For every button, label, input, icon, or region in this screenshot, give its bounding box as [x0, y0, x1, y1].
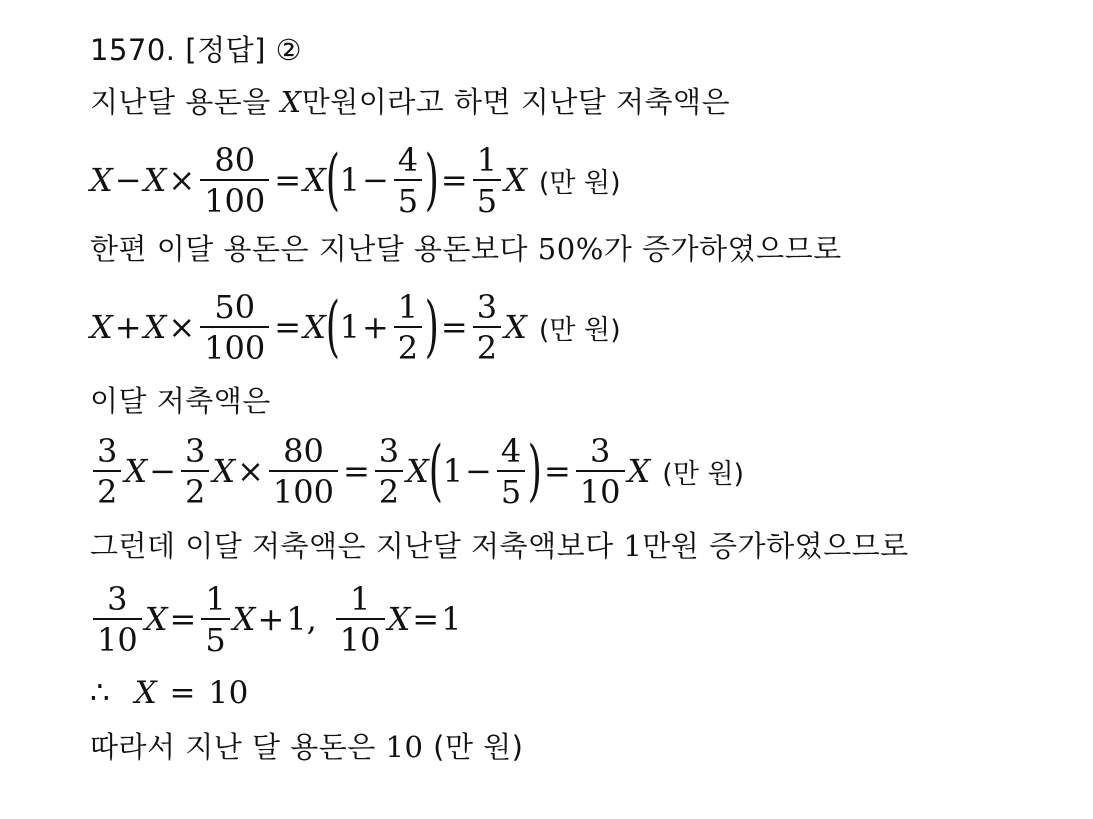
- text-line-2: [90, 232, 842, 266]
- variable-x: X: [303, 308, 326, 346]
- fraction: [375, 431, 403, 511]
- variable-x: X: [212, 452, 236, 490]
- left-paren: (: [325, 141, 340, 218]
- variable-x: X: [504, 161, 527, 199]
- numerator: 3: [589, 431, 611, 470]
- equals-sign: =: [274, 161, 302, 199]
- denominator: 5: [394, 179, 422, 217]
- denominator: 2: [473, 326, 501, 364]
- fraction: [473, 140, 501, 220]
- minus-sign: −: [114, 161, 142, 199]
- text-segment: 만원이라고 하면 지난달 저축액은: [301, 85, 731, 119]
- fraction: [181, 431, 209, 511]
- equation-1: [90, 140, 621, 220]
- equals-sign: =: [274, 308, 302, 346]
- number-one: 1: [286, 600, 307, 638]
- fraction: [394, 287, 422, 367]
- fraction: [336, 579, 385, 659]
- numerator: 3: [107, 579, 128, 618]
- numerator: 80: [214, 140, 256, 179]
- number-one: 1: [339, 308, 360, 346]
- variable-x: X: [406, 452, 429, 490]
- fraction: [269, 431, 338, 511]
- variable-x: X: [143, 308, 167, 346]
- text-line-4: [90, 529, 909, 563]
- fraction: [93, 579, 142, 659]
- number-one: 1: [339, 161, 360, 199]
- numerator: 1: [397, 287, 419, 326]
- numerator: 4: [397, 140, 419, 179]
- denominator: 2: [375, 470, 403, 508]
- left-paren: (: [325, 288, 340, 365]
- equals-sign: =: [440, 308, 468, 346]
- denominator: 10: [576, 470, 625, 508]
- text-segment: 만원 증가하였으므로: [642, 529, 909, 563]
- denominator: 2: [394, 326, 422, 364]
- variable-x: X: [504, 308, 527, 346]
- fraction: [200, 287, 269, 367]
- problem-header: [90, 33, 303, 67]
- amount-value: 1: [623, 529, 643, 563]
- numerator: 1: [349, 579, 371, 618]
- denominator: 2: [181, 470, 209, 508]
- answer-mark: ②: [275, 33, 303, 67]
- number-one: 1: [442, 452, 464, 490]
- therefore-symbol: ∴: [90, 675, 111, 711]
- equals-sign: =: [440, 161, 468, 199]
- equation-5: [90, 675, 249, 711]
- right-paren: ): [424, 141, 440, 218]
- equation-4: [90, 579, 461, 659]
- unit-label: (만 원): [662, 458, 745, 490]
- text-segment: 그런데 이달 저축액은 지난달 저축액보다: [90, 529, 624, 563]
- denominator: 2: [93, 470, 121, 508]
- variable-x: X: [90, 308, 113, 346]
- plus-sign: +: [257, 600, 285, 638]
- right-paren: ): [424, 288, 440, 365]
- problem-number: 1570.: [90, 33, 176, 67]
- text-line-1: [90, 85, 731, 119]
- left-paren: (: [428, 432, 443, 509]
- equals-sign: =: [412, 600, 440, 638]
- percent-value: 50%: [537, 232, 604, 266]
- variable-x: X: [627, 452, 651, 490]
- fraction: [576, 431, 625, 511]
- unit-label: (만 원): [538, 167, 621, 199]
- numerator: 3: [378, 431, 400, 470]
- plus-sign: +: [361, 308, 389, 346]
- minus-sign: −: [361, 161, 389, 199]
- denominator: 10: [93, 618, 142, 656]
- answer-label: [정답]: [185, 33, 266, 67]
- variable-x: X: [280, 85, 302, 119]
- fraction: [200, 140, 269, 220]
- fraction: [201, 579, 229, 659]
- fraction: [394, 140, 422, 220]
- unit-label: (만 원): [433, 730, 524, 764]
- text-segment: 가 증가하였으므로: [603, 232, 842, 266]
- numerator: 4: [500, 431, 522, 470]
- denominator: 5: [497, 470, 525, 508]
- text-segment: 이달 저축액은: [90, 384, 271, 418]
- denominator: 10: [336, 618, 385, 656]
- fraction: [497, 431, 525, 511]
- minus-sign: −: [149, 452, 176, 490]
- variable-x: X: [387, 600, 411, 638]
- equals-sign: =: [543, 452, 571, 490]
- equals-sign: =: [169, 675, 197, 711]
- variable-x: X: [144, 600, 168, 638]
- text-segment: 지난달 용돈을: [90, 85, 281, 119]
- result-value: 10: [208, 675, 249, 711]
- answer-value: 10: [385, 730, 424, 764]
- numerator: 3: [97, 431, 118, 470]
- variable-x: X: [232, 600, 256, 638]
- variable-x: X: [143, 161, 167, 199]
- number-one: 1: [441, 600, 462, 638]
- variable-x: X: [124, 452, 148, 490]
- text-segment: 따라서 지난 달 용돈은: [90, 730, 386, 764]
- times-sign: ×: [168, 308, 196, 346]
- equation-3: [90, 431, 744, 511]
- comma: ,: [306, 600, 317, 638]
- numerator: 3: [476, 287, 498, 326]
- denominator: 5: [201, 618, 229, 656]
- fraction: [473, 287, 501, 367]
- times-sign: ×: [168, 161, 196, 199]
- denominator: 100: [200, 326, 269, 364]
- equals-sign: =: [169, 600, 197, 638]
- text-line-3: [90, 384, 271, 418]
- plus-sign: +: [114, 308, 142, 346]
- variable-x: X: [303, 161, 326, 199]
- numerator: 3: [184, 431, 206, 470]
- denominator: 5: [473, 179, 501, 217]
- times-sign: ×: [237, 452, 264, 490]
- equals-sign: =: [342, 452, 370, 490]
- numerator: 80: [283, 431, 324, 470]
- variable-x: X: [90, 161, 113, 199]
- denominator: 100: [269, 470, 338, 508]
- unit-label: (만 원): [538, 314, 621, 346]
- right-paren: ): [528, 432, 543, 509]
- denominator: 100: [200, 179, 269, 217]
- numerator: 50: [214, 287, 256, 326]
- numerator: 1: [476, 140, 498, 179]
- text-line-5: [90, 730, 524, 764]
- fraction: [93, 431, 121, 511]
- equation-2: [90, 287, 621, 367]
- variable-x: X: [134, 675, 158, 711]
- minus-sign: −: [465, 452, 492, 490]
- text-segment: 한편 이달 용돈은 지난달 용돈보다: [90, 232, 538, 266]
- numerator: 1: [205, 579, 226, 618]
